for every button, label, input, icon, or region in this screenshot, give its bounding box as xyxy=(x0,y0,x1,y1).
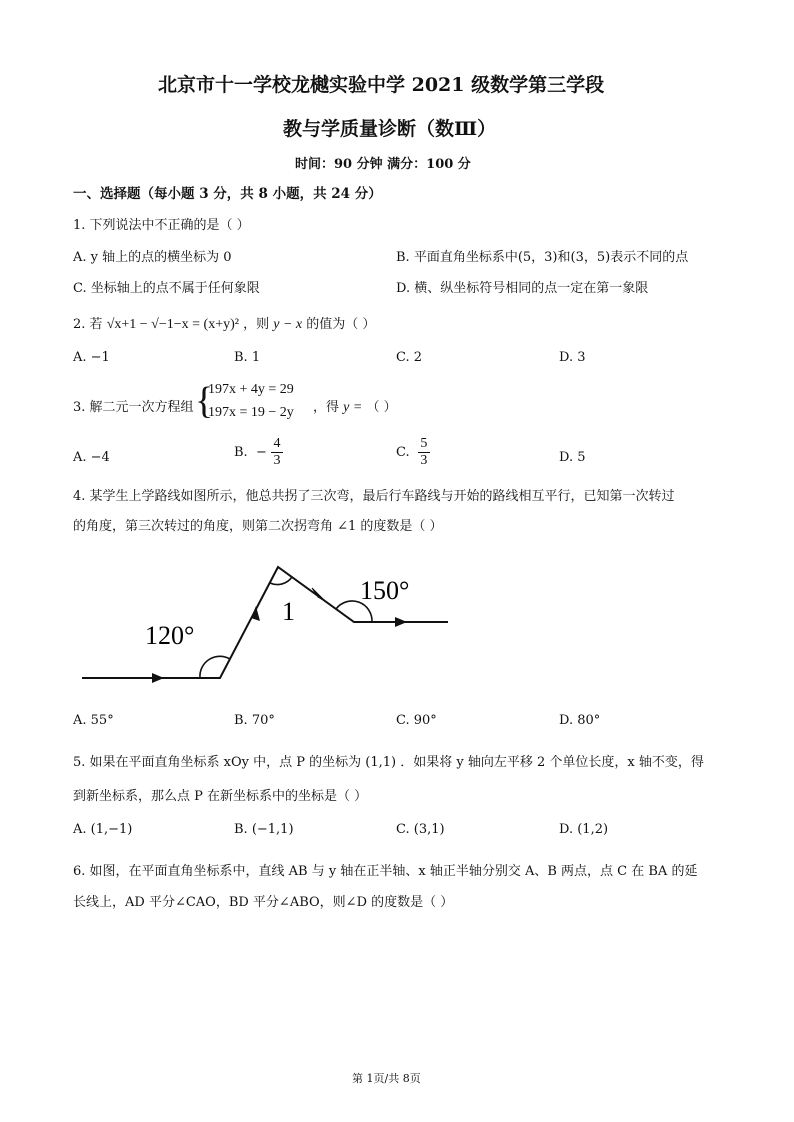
q3-option-b-sign: − xyxy=(255,445,267,460)
angle-label-1: 1 xyxy=(282,597,295,626)
q3-option-b-numerator: 4 xyxy=(273,436,281,451)
q3-option-c-fraction xyxy=(418,436,430,469)
q1-option-c: C. 坐标轴上的点不属于任何象限 xyxy=(73,281,260,296)
q4-option-b: B. 70° xyxy=(234,713,275,728)
q3-equation-1: 197x + 4y = 29 xyxy=(208,382,294,397)
q6-stem-line2: 长线上，AD 平分∠CAO，BD 平分∠ABO，则∠D 的度数是（ ） xyxy=(73,895,454,910)
q3-option-c-numerator: 5 xyxy=(420,436,428,451)
q2-prefix: 2. 若 xyxy=(73,317,103,332)
q5-option-d: D. (1,2) xyxy=(559,822,609,837)
section-title: 一、选择题（每小题 3 分，共 8 小题，共 24 分） xyxy=(73,186,382,202)
arrow-head-icon xyxy=(152,673,164,683)
q3-expression: y = xyxy=(343,400,363,415)
q2-stem xyxy=(73,313,375,333)
q3-option-d: D. 5 xyxy=(559,450,586,465)
q1-option-a: A. y 轴上的点的横坐标为 0 xyxy=(73,250,232,265)
q1-stem: 1. 下列说法中不正确的是（ ） xyxy=(73,218,250,233)
q5-stem-line2: 到新坐标系，那么点 P 在新坐标系中的坐标是（ ） xyxy=(73,789,368,804)
q4-option-d: D. 80° xyxy=(559,713,601,728)
q1-option-d: D. 横、纵坐标符号相同的点一定在第一象限 xyxy=(396,281,649,296)
q2-suffix: 的值为（ ） xyxy=(306,317,376,332)
exam-meta: 时间：90 分钟 满分：100 分 xyxy=(295,157,471,172)
q5-option-a: A. (1,−1) xyxy=(73,822,133,837)
q3-option-a: A. −4 xyxy=(73,450,110,465)
q3-equation-2: 197x = 19 − 2y xyxy=(208,405,294,420)
arrow-head-icon xyxy=(395,617,407,627)
q3-suffix: （ ） xyxy=(366,400,397,415)
q6-stem-line1: 6. 如图，在平面直角坐标系中，直线 AB 与 y 轴在正半轴、x 轴正半轴分别交 A、B 两点，点 C 在 BA 的延 xyxy=(73,864,698,879)
q2-mid: ，则 xyxy=(243,317,270,332)
q3-mid: ，得 xyxy=(313,400,340,415)
q2-option-d: D. 3 xyxy=(559,350,586,365)
q4-option-c: C. 90° xyxy=(396,713,437,728)
q2-expression: y − x xyxy=(273,317,303,332)
q3-option-b-label: B. xyxy=(234,445,248,460)
q3-option-c-denominator: 3 xyxy=(420,453,428,468)
q5-option-b: B. (−1,1) xyxy=(234,822,294,837)
q4-stem-line2: 的角度，第三次转过的角度，则第二次拐弯角 ∠1 的度数是（ ） xyxy=(73,519,443,534)
q2-option-a: A. −1 xyxy=(73,350,110,365)
q3-option-b xyxy=(234,436,283,469)
q5-option-c: C. (3,1) xyxy=(396,822,445,837)
arrow-head-icon xyxy=(312,588,325,601)
q3-prefix: 3. 解二元一次方程组 xyxy=(73,400,194,415)
q4-option-a: A. 55° xyxy=(73,713,114,728)
arrow-head-icon xyxy=(251,606,260,621)
q3-option-c-label: C. xyxy=(396,445,410,460)
exam-title-line1: 北京市十一学校龙樾实验中学 2021 级数学第三学段 xyxy=(158,74,605,96)
q2-equation: √x+1 − √−1−x = (x+y)² xyxy=(106,317,239,332)
q3-tail xyxy=(313,396,397,416)
q4-route-figure xyxy=(70,555,460,695)
angle-label-120: 120° xyxy=(145,621,195,650)
page-number: 第 1页/共 8页 xyxy=(352,1072,421,1085)
exam-title-line2: 教与学质量诊断（数Ⅲ） xyxy=(283,118,497,140)
q3-option-b-fraction xyxy=(271,436,283,469)
q3-system-brace: { xyxy=(195,380,214,422)
q2-option-c: C. 2 xyxy=(396,350,423,365)
q3-option-b-denominator: 3 xyxy=(273,453,281,468)
q2-option-b: B. 1 xyxy=(234,350,261,365)
q5-stem-line1: 5. 如果在平面直角坐标系 xOy 中，点 P 的坐标为 (1,1) ．如果将 y 轴向左平移 2 个单位长度，x 轴不变，得 xyxy=(73,755,704,770)
angle-label-150: 150° xyxy=(360,576,410,605)
q1-option-b: B. 平面直角坐标系中(5，3)和(3，5)表示不同的点 xyxy=(396,250,689,265)
q4-stem-line1: 4. 某学生上学路线如图所示，他总共拐了三次弯，最后行车路线与开始的路线相互平行，已知第一次转过 xyxy=(73,489,675,504)
q3-option-c xyxy=(396,436,430,469)
